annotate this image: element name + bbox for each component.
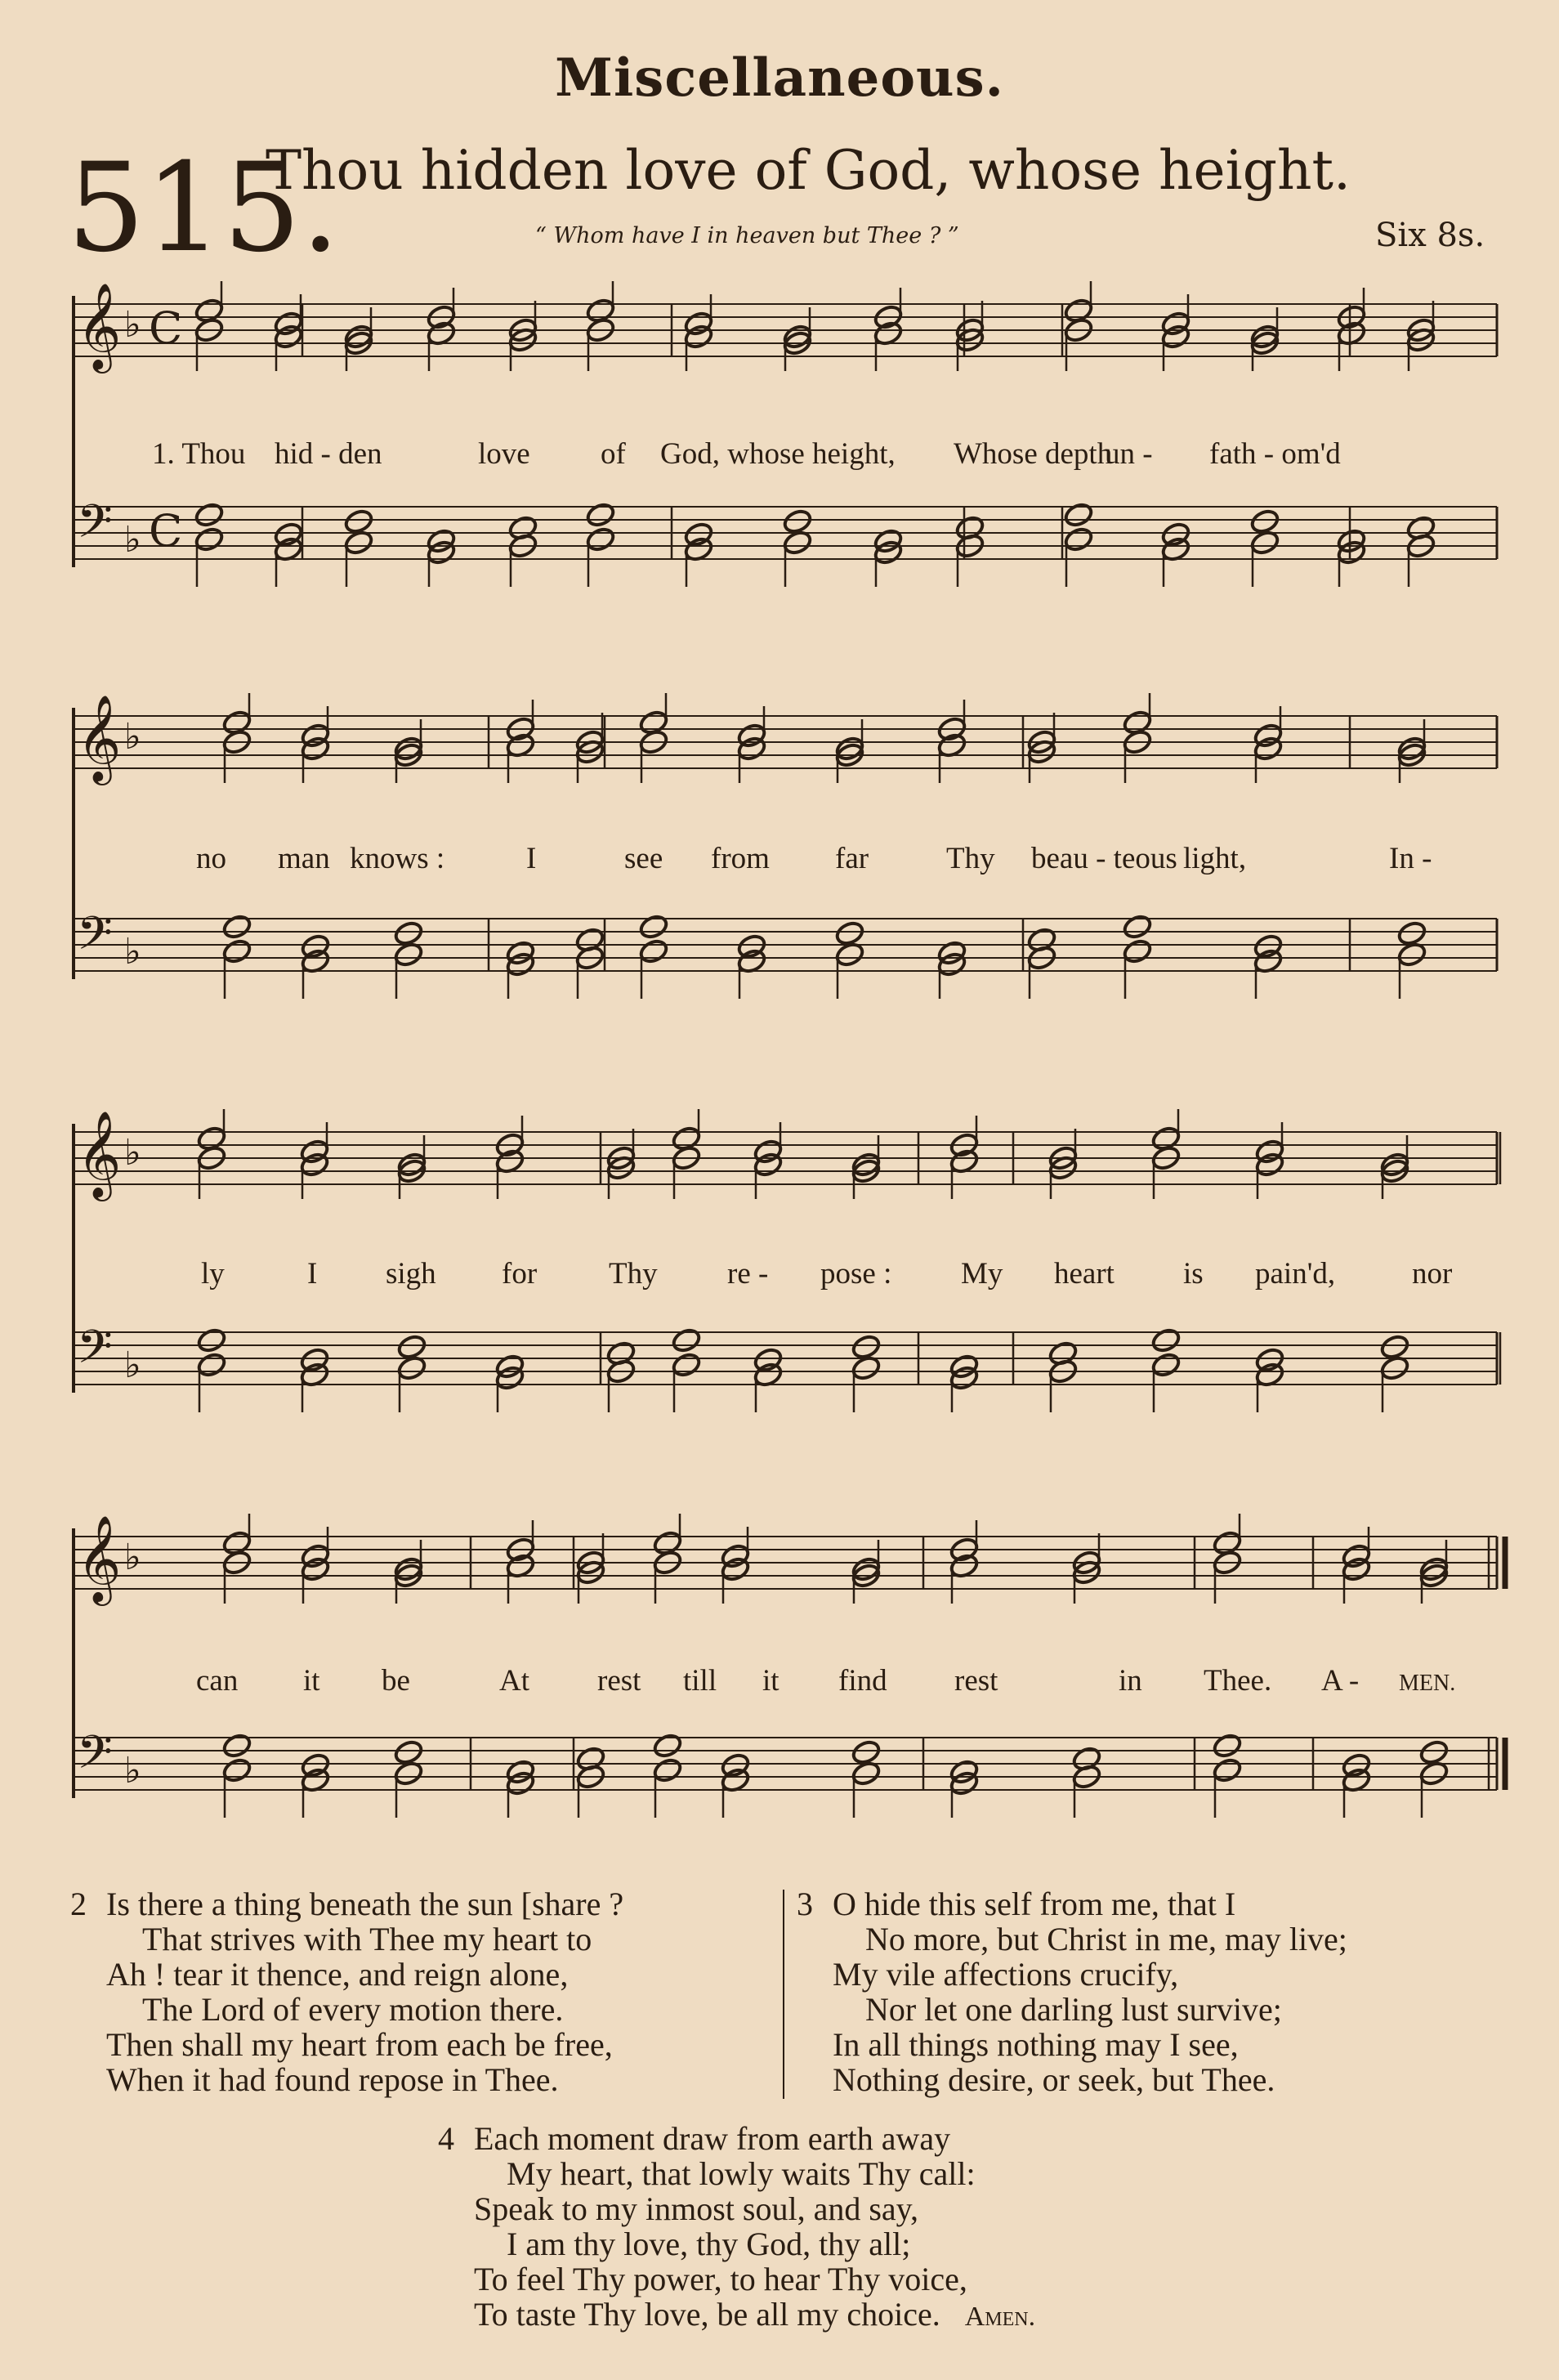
note-head: [221, 1756, 252, 1783]
lyric-syllable: Thy: [946, 842, 995, 875]
note-head: [343, 508, 374, 535]
lyric-syllable: it: [762, 1664, 780, 1698]
note-head: [221, 1732, 252, 1759]
hymn-epigraph: “ Whom have I in heaven but Thee ? ”: [535, 223, 959, 248]
lyric-syllable: A -: [1321, 1664, 1360, 1698]
key-signature-flat: ♭: [124, 716, 141, 758]
hymn-number: 515.: [67, 137, 340, 280]
note-head: [221, 913, 252, 940]
note-head: [1212, 1756, 1243, 1783]
lyric-syllable: In -: [1389, 842, 1432, 875]
common-time-signature: C: [149, 302, 183, 354]
note-head: [393, 919, 424, 946]
common-time-signature: C: [149, 505, 183, 557]
lyric-syllable: heart: [1054, 1257, 1115, 1291]
lyric-syllable: rest: [954, 1664, 998, 1698]
lyric-syllable: see: [624, 842, 663, 875]
verse-3: [797, 1886, 1499, 2097]
verse-line: My heart, that lowly waits Thy call:: [507, 2155, 976, 2192]
lyric-syllable: be: [382, 1664, 410, 1698]
verse-line: 4 Each moment draw from earth away: [438, 2120, 951, 2157]
bass-clef: 𝄢: [77, 1726, 113, 1791]
note-head: [638, 913, 669, 940]
lyric-syllable: God, whose height,: [660, 437, 896, 471]
verse-line: The Lord of every motion there.: [142, 1991, 564, 2028]
lyric-syllable: Thee.: [1204, 1664, 1272, 1698]
verse-divider: [783, 1890, 784, 2099]
lyric-syllable: fath - om'd: [1209, 437, 1341, 471]
note-head: [638, 937, 669, 964]
lyric-syllable: ly: [201, 1257, 225, 1291]
verse-line: No more, but Christ in me, may live;: [865, 1921, 1347, 1957]
note-head: [1249, 508, 1280, 535]
treble-clef: 𝄞: [77, 694, 122, 781]
lyric-syllable: nor: [1412, 1257, 1453, 1291]
note-head: [652, 1732, 683, 1759]
note-head: [1150, 1351, 1182, 1378]
lyric-syllable: of: [601, 437, 626, 471]
verse-line: Ah ! tear it thence, and reign alone,: [106, 1956, 569, 1993]
note-head: [1379, 1333, 1410, 1360]
note-head: [396, 1333, 427, 1360]
lyric-syllable: for: [502, 1257, 538, 1291]
lyric-syllable: Thy: [609, 1257, 658, 1291]
lyric-syllable: I: [526, 842, 537, 875]
lyric-syllable: it: [303, 1664, 320, 1698]
note-head: [652, 1756, 683, 1783]
bass-clef: 𝄢: [77, 495, 113, 560]
lyric-syllable: I: [307, 1257, 318, 1291]
lyric-syllable: un -: [1105, 437, 1153, 471]
lyric-syllable: in: [1119, 1664, 1142, 1698]
note-head: [1396, 919, 1427, 946]
treble-clef: 𝄞: [77, 1514, 122, 1602]
key-signature-flat: ♭: [124, 1344, 141, 1386]
treble-clef: 𝄞: [77, 1110, 122, 1197]
lyric-syllable: MEN.: [1399, 1671, 1456, 1696]
section-heading: Miscellaneous.: [555, 47, 1004, 109]
bass-clef: 𝄢: [77, 907, 113, 972]
note-head: [1150, 1326, 1182, 1353]
note-head: [1063, 526, 1094, 552]
note-head: [194, 501, 225, 528]
note-head: [1122, 937, 1153, 964]
note-head: [671, 1326, 702, 1353]
lyric-syllable: pose :: [820, 1257, 892, 1291]
note-head: [194, 526, 225, 552]
note-head: [1212, 1732, 1243, 1759]
verse-line: Then shall my heart from each be free,: [106, 2026, 613, 2063]
note-head: [851, 1333, 882, 1360]
note-head: [585, 501, 616, 528]
verse-number: 2: [70, 1886, 87, 1922]
verse-line: 3 O hide this self from me, that I: [797, 1886, 1236, 1922]
lyric-syllable: hid - den: [275, 437, 382, 471]
verse-line: When it had found repose in Thee.: [106, 2061, 559, 2098]
lyric-syllable: My: [961, 1257, 1003, 1291]
verse-line: To taste Thy love, be all my choice. Amen.: [474, 2296, 1036, 2333]
lyric-syllable: re -: [727, 1257, 769, 1291]
key-signature-flat: ♭: [124, 519, 141, 561]
lyric-syllable: no: [196, 842, 226, 875]
lyric-syllable: is: [1183, 1257, 1204, 1291]
verse-4: [438, 2121, 1255, 2334]
amen-mark: Amen.: [964, 2302, 1036, 2332]
lyric-syllable: man: [278, 842, 330, 875]
lyric-syllable: till: [683, 1664, 717, 1698]
note-head: [196, 1326, 227, 1353]
lyric-syllable: from: [711, 842, 770, 875]
treble-clef: 𝄞: [77, 282, 122, 369]
note-head: [851, 1738, 882, 1765]
note-head: [196, 1351, 227, 1378]
key-signature-flat: ♭: [124, 1750, 141, 1792]
note-head: [782, 508, 813, 535]
key-signature-flat: ♭: [124, 931, 141, 973]
lyric-syllable: love: [478, 437, 530, 471]
lyric-syllable: Whose depth: [954, 437, 1113, 471]
lyric-syllable: can: [196, 1664, 239, 1698]
verse-line: In all things nothing may I see,: [833, 2026, 1239, 2063]
key-signature-flat: ♭: [124, 1132, 141, 1174]
verse-line: To feel Thy power, to hear Thy voice,: [474, 2261, 967, 2297]
lyric-syllable: At: [499, 1664, 529, 1698]
lyric-syllable: 1. Thou: [152, 437, 246, 471]
note-head: [1122, 913, 1153, 940]
hymn-title: Thou hidden love of God, whose height.: [266, 139, 1351, 202]
lyric-syllable: find: [838, 1664, 887, 1698]
hymn-meter: Six 8s.: [1375, 217, 1485, 254]
verse-number: 3: [797, 1886, 813, 1922]
bass-clef: 𝄢: [77, 1321, 113, 1385]
lyric-syllable: pain'd,: [1255, 1257, 1336, 1291]
lyric-syllable: knows :: [350, 842, 445, 875]
lyric-syllable: sigh: [386, 1257, 436, 1291]
note-head: [1418, 1738, 1450, 1765]
note-head: [834, 919, 865, 946]
verse-line: That strives with Thee my heart to: [142, 1921, 592, 1957]
verse-2: [70, 1886, 773, 2097]
note-head: [393, 1738, 424, 1765]
lyric-syllable: beau - teous: [1031, 842, 1177, 875]
note-head: [221, 937, 252, 964]
note-head: [671, 1351, 702, 1378]
verse-line: Nor let one darling lust survive;: [865, 1991, 1282, 2028]
verse-line: My vile affections crucify,: [833, 1956, 1179, 1993]
verse-number: 4: [438, 2120, 454, 2157]
verse-line: I am thy love, thy God, thy all;: [507, 2226, 911, 2262]
verse-line: Speak to my inmost soul, and say,: [474, 2190, 919, 2227]
verse-line: Nothing desire, or seek, but Thee.: [833, 2061, 1275, 2098]
lyric-syllable: rest: [597, 1664, 641, 1698]
note-head: [1063, 501, 1094, 528]
lyric-syllable: light,: [1183, 842, 1247, 875]
key-signature-flat: ♭: [124, 1537, 141, 1578]
verse-line: 2 Is there a thing beneath the sun [share ?: [70, 1886, 624, 1922]
note-head: [585, 526, 616, 552]
lyric-syllable: far: [835, 842, 869, 875]
key-signature-flat: ♭: [124, 304, 141, 346]
